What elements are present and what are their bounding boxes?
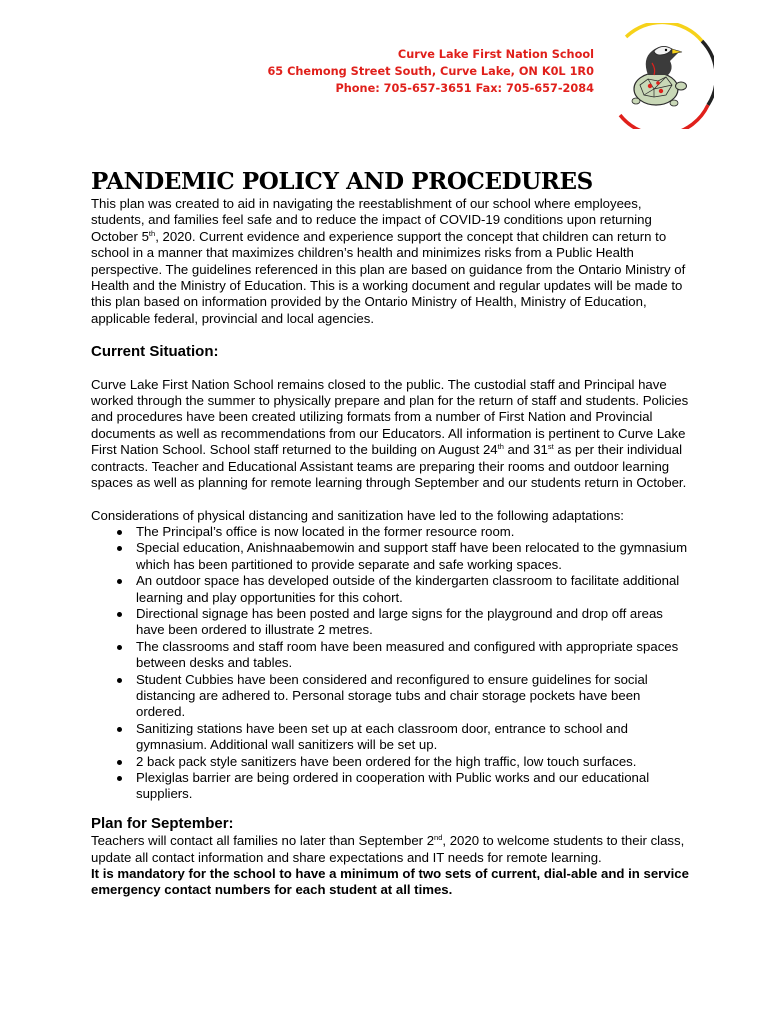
plan-september-text-part2: , 2020 to welcome students to their class, update all contact information and share expectations and IT needs for remote learning. (91, 833, 685, 865)
school-crest-eagle-turtle-icon (608, 23, 714, 129)
current-situation-text-part2: and 31 (503, 442, 548, 458)
plan-september-text-part1: Teachers will contact all families no later than September 2 (91, 833, 435, 849)
current-situation-heading: Current Situation: (91, 343, 219, 361)
intro-text-part1: This plan was created to aid in navigating the reestablishment of our school where employees, students, and families feel safe and to reduce the impact of COVID-19 conditions upon returning October 5 (91, 196, 652, 244)
considerations-paragraph: Considerations of physical distancing and sanitization have led to the following adaptations: (91, 507, 624, 523)
letterhead (267, 46, 594, 97)
list-item: Sanitizing stations have been set up at each classroom door, entrance to school and gymnasium. Additional wall sanitizers will be set up. (136, 721, 691, 754)
current-situation-superscript-2: st (547, 442, 554, 452)
plan-september-heading: Plan for September: (91, 814, 234, 832)
current-situation-text-part3: as per their individual contracts. Teacher and Educational Assistant teams are preparing their rooms and outdoor learning spaces as well as planning for remote learning through September and our students return in October. (91, 442, 687, 491)
document-body (91, 196, 691, 899)
list-item: 2 back pack style sanitizers have been ordered for the high traffic, low touch surfaces. (136, 754, 691, 770)
school-address: 65 Chemong Street South, Curve Lake, ON K0L 1R0 (267, 65, 594, 78)
document-title: PANDEMIC POLICY AND PROCEDURES (91, 168, 593, 195)
school-phone-fax: Phone: 705-657-3651 Fax: 705-657-2084 (335, 82, 594, 95)
school-name: Curve Lake First Nation School (397, 48, 594, 61)
current-situation-superscript-1: th (497, 442, 504, 452)
emergency-contact-notice: It is mandatory for the school to have a minimum of two sets of current, dial-able and in service emergency contact numbers for each student at all times. (91, 866, 689, 898)
adaptations-list (91, 524, 691, 803)
plan-september-superscript: nd (434, 833, 443, 843)
list-item: An outdoor space has developed outside of the kindergarten classroom to facilitate additional learning and play opportunities for this cohort. (136, 573, 691, 606)
list-item: Student Cubbies have been considered and reconfigured to ensure guidelines for social distancing are adhered to. Personal storage tubs and chair storage pockets have been ordered. (136, 672, 691, 721)
list-item: Directional signage has been posted and large signs for the playground and drop off areas have been ordered to illustrate 2 metres. (136, 606, 691, 639)
intro-paragraph (91, 196, 691, 327)
intro-text-part2: , 2020. Current evidence and experience support the concept that children can return to school in a manner that maximizes children’s health and minimizes risks from a Public Health perspective. The guidelines referenced in this plan are based on guidance from the Ontario Ministry of Health and the Ministry of Education. This is a working document and regular updates will be made to this plan based on information provided by the Ontario Ministry of Health, Ministry of Education, applicable federal, provincial and local agencies. (91, 228, 686, 326)
list-item: The classrooms and staff room have been measured and configured with appropriate spaces between desks and tables. (136, 639, 691, 672)
list-item: The Principal’s office is now located in the former resource room. (136, 524, 691, 540)
list-item: Plexiglas barrier are being ordered in cooperation with Public works and our educational suppliers. (136, 770, 691, 803)
current-situation-paragraph (91, 377, 691, 492)
list-item: Special education, Anishnaabemowin and support staff have been relocated to the gymnasium which has been partitioned to provide separate and safe working spaces. (136, 540, 691, 573)
intro-superscript: th (148, 228, 156, 238)
current-situation-text-part1: Curve Lake First Nation School remains closed to the public. The custodial staff and Principal have worked through the summer to physically prepare and plan for the return of staff and students. Policies and procedures have been created utilizing formats from a number of First Nation and Provincial documents as well as recommendations from our Educators. All information is pertinent to Curve Lake First Nation School. School staff returned to the building on August 24 (91, 376, 689, 458)
plan-september-paragraph (91, 833, 691, 866)
